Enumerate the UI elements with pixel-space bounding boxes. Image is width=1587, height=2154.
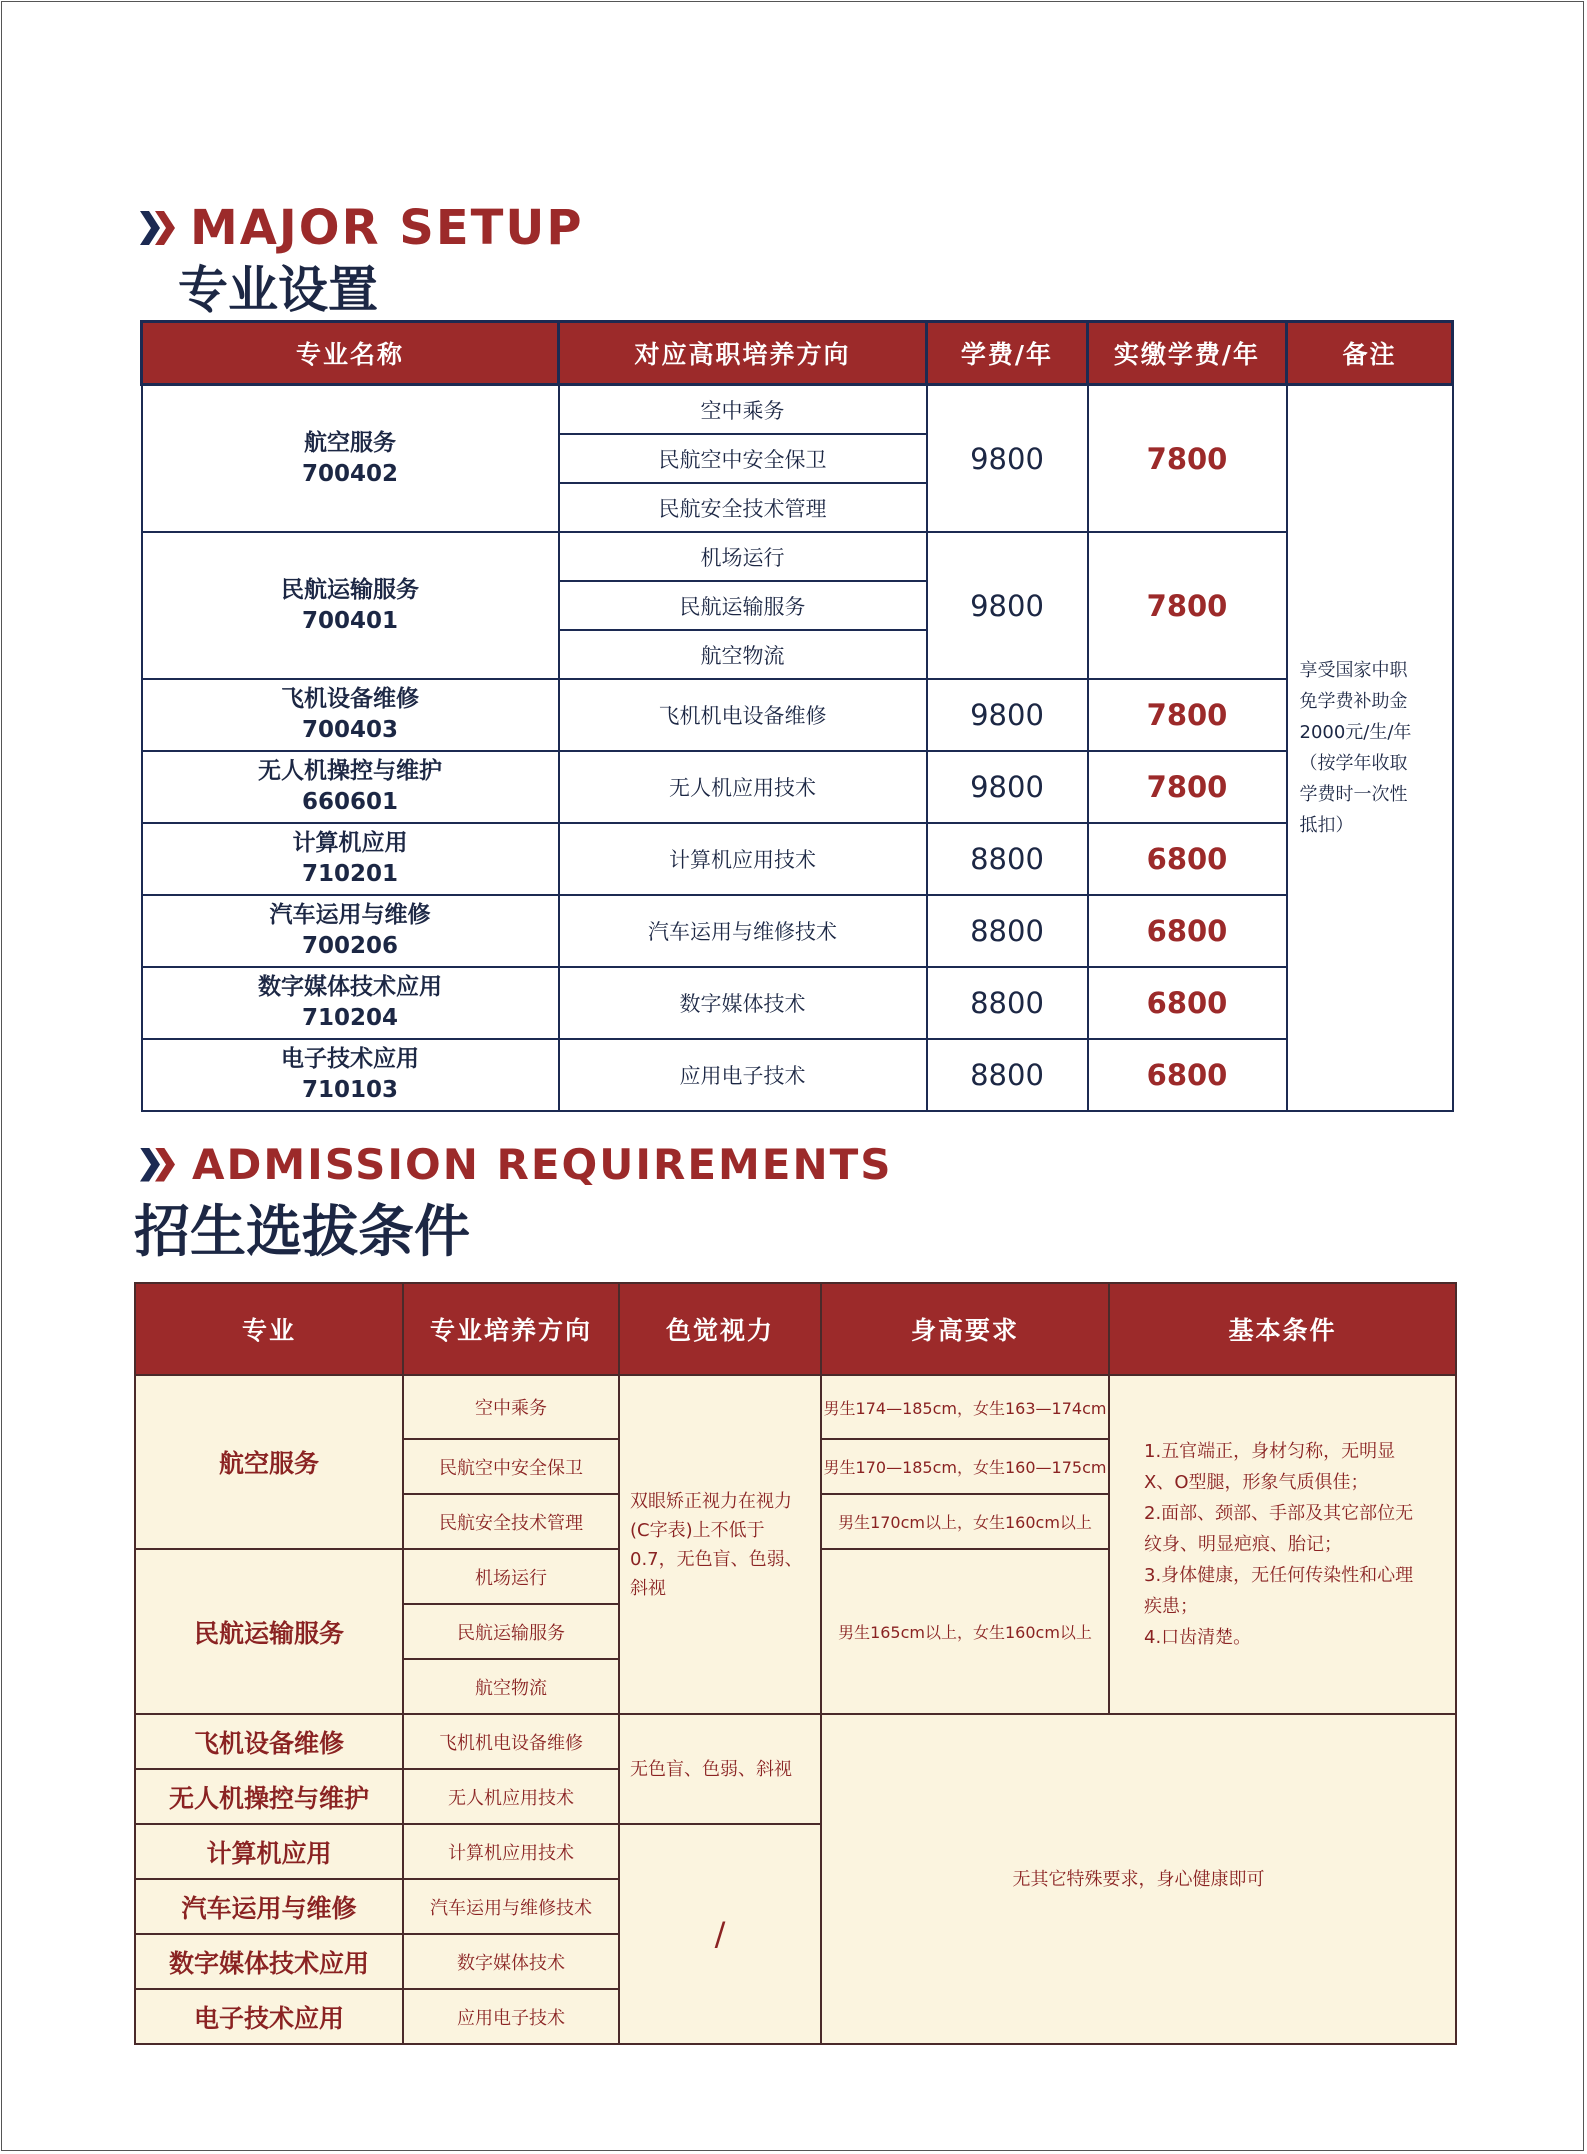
- table-row: [142, 823, 1453, 895]
- major-cell: 无人机操控与维护: [135, 1769, 403, 1824]
- direction-cell: 航空物流: [559, 630, 927, 679]
- direction-cell: 汽车运用与维修技术: [403, 1879, 619, 1934]
- direction-cell: 机场运行: [559, 532, 927, 581]
- header-cell: 对应高职培养方向: [559, 322, 927, 385]
- major-name-cell: [142, 532, 559, 679]
- major-code: 700401: [301, 607, 399, 634]
- paid-fee-cell: 6800: [1088, 895, 1287, 967]
- major-name: 电子技术应用: [281, 1046, 419, 1072]
- chevron-icon: [140, 211, 180, 245]
- major-setup-title-en: MAJOR SETUP: [190, 200, 584, 256]
- major-code: 710201: [301, 861, 399, 887]
- direction-cell: 计算机应用技术: [403, 1824, 619, 1879]
- paid-fee-cell: 7800: [1088, 385, 1287, 533]
- note-text: 享受国家中职 免学费补助金 2000元/生/年 （按学年收取 学费时一次性 抵扣）: [1299, 660, 1412, 836]
- direction-cell: 数字媒体技术: [403, 1934, 619, 1989]
- direction-cell: 机场运行: [403, 1549, 619, 1604]
- fee-cell: 9800: [927, 679, 1088, 751]
- paid-fee-cell: 7800: [1088, 751, 1287, 823]
- direction-cell: 航空物流: [403, 1659, 619, 1714]
- fee-cell: 9800: [927, 532, 1088, 679]
- major-cell: 数字媒体技术应用: [135, 1934, 403, 1989]
- major-name-cell: [142, 751, 559, 823]
- header-cell: 学费/年: [927, 322, 1088, 385]
- major-cell: 航空服务: [135, 1375, 403, 1549]
- major-code: 700206: [301, 933, 399, 959]
- note-cell: [1287, 385, 1453, 1112]
- header-cell: 实缴学费/年: [1088, 322, 1287, 385]
- table-row: [135, 1375, 1456, 1439]
- table-row: [142, 751, 1453, 823]
- header-cell: 专业培养方向: [403, 1283, 619, 1375]
- admission-table-header: [135, 1283, 1456, 1375]
- fee-cell: 8800: [927, 895, 1088, 967]
- major-code: 710204: [301, 1005, 399, 1031]
- major-name-cell: [142, 1039, 559, 1111]
- vision-cell: 无色盲、色弱、斜视: [619, 1714, 821, 1824]
- major-name-cell: [142, 967, 559, 1039]
- major-name: 数字媒体技术应用: [258, 974, 442, 1000]
- table-row: [142, 1039, 1453, 1111]
- major-name-cell: [142, 385, 559, 533]
- table-row: [142, 679, 1453, 751]
- major-code: 700403: [301, 717, 399, 743]
- admission-table: [134, 1282, 1457, 2045]
- direction-cell: 应用电子技术: [403, 1989, 619, 2044]
- direction-cell: 民航运输服务: [559, 581, 927, 630]
- chevron-icon: [140, 1148, 180, 1182]
- table-row: [142, 385, 1453, 435]
- major-code: 700402: [301, 460, 399, 487]
- height-cell: 男生170—185cm，女生160—175cm: [821, 1439, 1109, 1494]
- table-row: [135, 1714, 1456, 1769]
- major-cell: 计算机应用: [135, 1824, 403, 1879]
- paid-fee-cell: 7800: [1088, 679, 1287, 751]
- direction-cell: 空中乘务: [559, 385, 927, 435]
- basic-conditions-cell: [1109, 1375, 1456, 1714]
- direction-cell: 汽车运用与维修技术: [559, 895, 927, 967]
- header-cell: 身高要求: [821, 1283, 1109, 1375]
- major-name-cell: [142, 823, 559, 895]
- admission-title-en: ADMISSION REQUIREMENTS: [192, 1140, 893, 1189]
- major-name: 航空服务: [304, 429, 396, 456]
- direction-cell: 应用电子技术: [559, 1039, 927, 1111]
- direction-cell: 数字媒体技术: [559, 967, 927, 1039]
- fee-cell: 8800: [927, 823, 1088, 895]
- fee-cell: 8800: [927, 967, 1088, 1039]
- direction-cell: 飞机机电设备维修: [403, 1714, 619, 1769]
- direction-cell: 无人机应用技术: [403, 1769, 619, 1824]
- direction-cell: 民航运输服务: [403, 1604, 619, 1659]
- direction-cell: 民航空中安全保卫: [559, 434, 927, 483]
- direction-cell: 民航安全技术管理: [403, 1494, 619, 1549]
- header-cell: 色觉视力: [619, 1283, 821, 1375]
- major-table-header: [142, 322, 1453, 385]
- direction-cell: 空中乘务: [403, 1375, 619, 1439]
- paid-fee-cell: 6800: [1088, 1039, 1287, 1111]
- major-code: 710103: [301, 1077, 399, 1103]
- major-code: 660601: [301, 789, 399, 815]
- major-cell: 民航运输服务: [135, 1549, 403, 1714]
- paid-fee-cell: 7800: [1088, 532, 1287, 679]
- major-name: 无人机操控与维护: [258, 758, 442, 784]
- header-cell: 基本条件: [1109, 1283, 1456, 1375]
- paid-fee-cell: 6800: [1088, 823, 1287, 895]
- major-setup-title-cn: 专业设置: [178, 261, 378, 319]
- header-cell: 专业: [135, 1283, 403, 1375]
- vision-cell: /: [619, 1824, 821, 2044]
- table-row: [142, 895, 1453, 967]
- paid-fee-cell: 6800: [1088, 967, 1287, 1039]
- major-name-cell: [142, 679, 559, 751]
- header-cell: 专业名称: [142, 322, 559, 385]
- major-cell: 飞机设备维修: [135, 1714, 403, 1769]
- fee-cell: 8800: [927, 1039, 1088, 1111]
- major-name: 计算机应用: [292, 830, 408, 856]
- header-cell: 备注: [1287, 322, 1453, 385]
- fee-cell: 9800: [927, 385, 1088, 533]
- direction-cell: 民航空中安全保卫: [403, 1439, 619, 1494]
- direction-cell: 飞机机电设备维修: [559, 679, 927, 751]
- direction-cell: 计算机应用技术: [559, 823, 927, 895]
- table-row: [142, 532, 1453, 581]
- major-name: 汽车运用与维修: [269, 902, 431, 928]
- basic-conditions-text: 1.五官端正，身材匀称，无明显X、O型腿，形象气质俱佳； 2.面部、颈部、手部及其它部位无纹身、明显疤痕、胎记； 3.身体健康，无任何传染性和心理疾患； 4.口齿清楚。: [1144, 1441, 1414, 1648]
- major-setup-title: [140, 200, 584, 256]
- direction-cell: 民航安全技术管理: [559, 483, 927, 532]
- height-cell: 男生170cm以上，女生160cm以上: [821, 1494, 1109, 1549]
- major-table: [140, 320, 1454, 1112]
- vision-cell: 双眼矫正视力在视力(C字表)上不低于0.7，无色盲、色弱、斜视: [619, 1375, 821, 1714]
- major-cell: 汽车运用与维修: [135, 1879, 403, 1934]
- major-cell: 电子技术应用: [135, 1989, 403, 2044]
- fee-cell: 9800: [927, 751, 1088, 823]
- major-name-cell: [142, 895, 559, 967]
- major-name: 民航运输服务: [281, 576, 419, 603]
- height-cell: 男生165cm以上，女生160cm以上: [821, 1549, 1109, 1714]
- table-row: [142, 967, 1453, 1039]
- admission-title-cn: 招生选拔条件: [134, 1200, 470, 1265]
- other-requirements-cell: 无其它特殊要求，身心健康即可: [821, 1714, 1456, 2044]
- direction-cell: 无人机应用技术: [559, 751, 927, 823]
- height-cell: 男生174—185cm，女生163—174cm: [821, 1375, 1109, 1439]
- admission-title: [140, 1140, 893, 1189]
- major-name: 飞机设备维修: [281, 686, 419, 712]
